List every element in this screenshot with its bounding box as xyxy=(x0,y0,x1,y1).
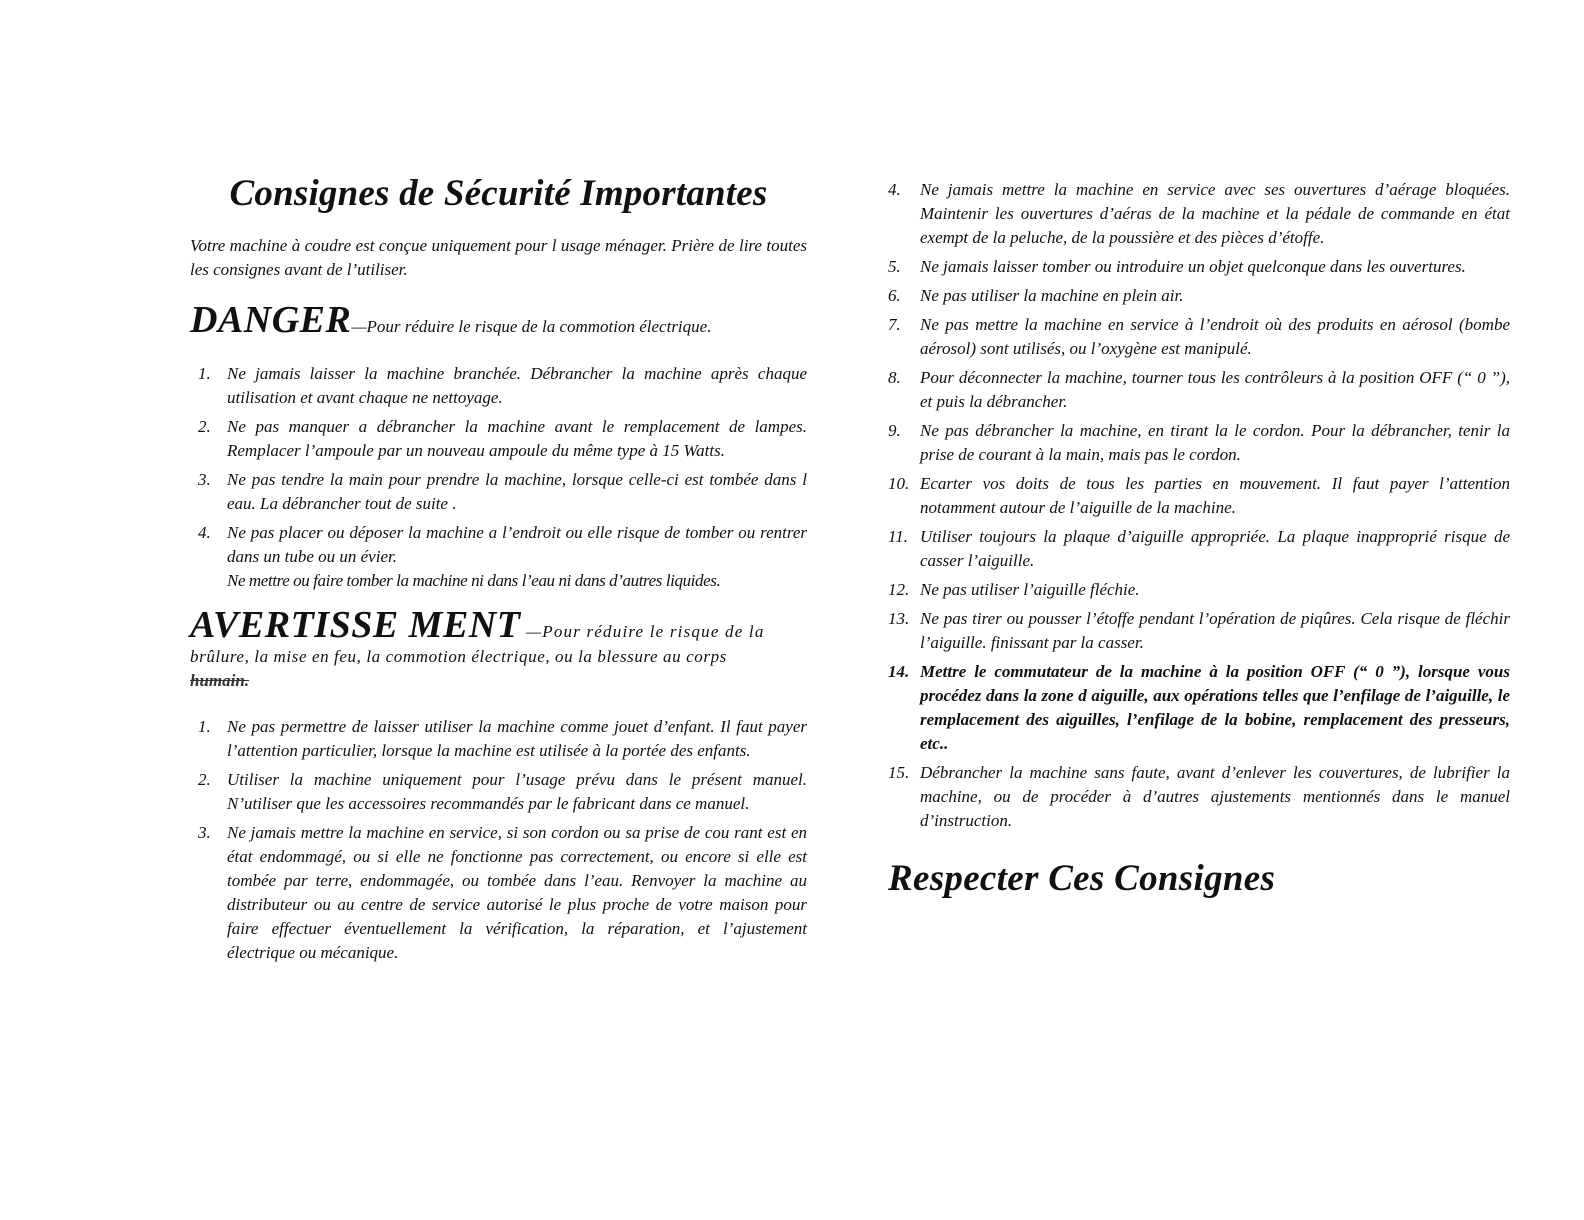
item-text: Ne pas utiliser la machine en plein air. xyxy=(920,286,1184,305)
item-number: 6. xyxy=(888,286,901,305)
avertissement-word: AVERTISSE MENT xyxy=(190,604,521,646)
list-item xyxy=(190,715,807,763)
avertissement-list xyxy=(190,715,807,965)
list-item xyxy=(888,607,1510,655)
item-number: 3. xyxy=(198,470,211,489)
list-item xyxy=(190,415,807,463)
item-number: 5. xyxy=(888,257,901,276)
list-item xyxy=(888,313,1510,361)
avertissement-last-word: humain. xyxy=(190,671,250,690)
list-item xyxy=(190,521,807,593)
item-text: Ne pas placer ou déposer la machine a l’endroit ou elle risque de tomber ou rentrer dans un tube ou un évier. xyxy=(227,523,807,566)
item-number: 12. xyxy=(888,580,910,599)
item-text: Ne pas tirer ou pousser l’étoffe pendant l’opération de piqûres. Cela risque de fléchir l’aiguille. finissant par la casser. xyxy=(920,609,1510,652)
item-number: 11. xyxy=(888,527,908,546)
list-item xyxy=(888,525,1510,573)
item-text: Ne jamais mettre la machine en service, si son cordon ou sa prise de cou rant est en état endommagé, ou si elle ne fonctionne pas correctement, ou encore si elle est tombée par terre, endommagée, ou tombée dans l’eau. Renvoyer la machine au distributeur ou au centre de service autorisé le plus proche de votre maison pour faire effectuer éventuellement la vérification, la réparation, et l’ajustement électrique ou mécanique. xyxy=(227,823,807,962)
item-text: Utiliser toujours la plaque d’aiguille appropriée. La plaque inapproprié risque de casser l’aiguille. xyxy=(920,527,1510,570)
list-item xyxy=(888,578,1510,602)
item-text: Utiliser la machine uniquement pour l’usage prévu dans le présent manuel. N’utiliser que les accessoires recommandés par le fabricant dans ce manuel. xyxy=(227,770,807,813)
item-text: Ne pas permettre de laisser utiliser la machine comme jouet d’enfant. Il faut payer l’attention particulier, lorsque la machine est utilisée à la portée des enfants. xyxy=(227,717,807,760)
list-item xyxy=(190,821,807,965)
danger-heading xyxy=(190,300,807,348)
right-column xyxy=(888,178,1510,903)
list-item xyxy=(190,362,807,410)
item-number: 9. xyxy=(888,421,901,440)
list-item xyxy=(888,660,1510,756)
item-text: Ne pas débrancher la machine, en tirant la le cordon. Pour la débrancher, tenir la prise de courant à la main, mais pas le cordon. xyxy=(920,421,1510,464)
left-column xyxy=(190,170,807,970)
item-number: 15. xyxy=(888,763,910,782)
item-text: Ne pas mettre la machine en service à l’endroit où des produits en aérosol (bombe aérosol) sont utilisés, ou l’oxygène est manipulé. xyxy=(920,315,1510,358)
item-text: Ne jamais laisser tomber ou introduire un objet quelconque dans les ouvertures. xyxy=(920,257,1466,276)
item-text: Ne pas manquer a débrancher la machine avant le remplacement de lampes. Remplacer l’ampoule par un nouveau ampoule du même type à 15 Watts. xyxy=(227,417,807,460)
item-number: 13. xyxy=(888,609,910,628)
list-item xyxy=(888,419,1510,467)
item-number: 7. xyxy=(888,315,901,334)
danger-subtitle: —Pour réduire le risque de la commotion électrique. xyxy=(351,317,712,336)
item-number: 3. xyxy=(198,823,211,842)
item-number: 10. xyxy=(888,474,910,493)
item-text: Ne jamais laisser la machine branchée. Débrancher la machine après chaque utilisation et avant chaque ne nettoyage. xyxy=(227,364,807,407)
list-item xyxy=(888,761,1510,833)
page-title: Consignes de Sécurité Importantes xyxy=(229,173,768,214)
avertissement-list-continued xyxy=(888,178,1510,833)
list-item xyxy=(888,284,1510,308)
item-extra-text: Ne mettre ou faire tomber la machine ni dans l’eau ni dans d’autres liquides. xyxy=(227,571,721,590)
item-text: Ne pas tendre la main pour prendre la machine, lorsque celle-ci est tombée dans l eau. La débrancher tout de suite . xyxy=(227,470,807,513)
avertissement-heading xyxy=(190,605,807,693)
item-number: 2. xyxy=(198,770,211,789)
danger-list xyxy=(190,362,807,593)
list-item xyxy=(888,472,1510,520)
list-item xyxy=(888,366,1510,414)
item-number: 1. xyxy=(198,717,211,736)
item-number: 1. xyxy=(198,364,211,383)
list-item xyxy=(190,468,807,516)
danger-word: DANGER xyxy=(190,299,352,341)
item-number: 4. xyxy=(888,180,901,199)
avertissement-subtitle: —Pour réduire le risque de la xyxy=(520,622,765,641)
item-number: 2. xyxy=(198,417,211,436)
closing-heading: Respecter Ces Consignes xyxy=(888,858,1276,899)
item-number: 8. xyxy=(888,368,901,387)
list-item xyxy=(888,255,1510,279)
item-text: Pour déconnecter la machine, tourner tous les contrôleurs à la position OFF (“ 0 ”), et puis la débrancher. xyxy=(920,368,1510,411)
item-text: Ne pas utiliser l’aiguille fléchie. xyxy=(920,580,1140,599)
item-number: 14. xyxy=(888,662,910,681)
list-item xyxy=(888,178,1510,250)
item-number: 4. xyxy=(198,523,211,542)
avertissement-continuation: brûlure, la mise en feu, la commotion électrique, ou la blessure au corps xyxy=(190,647,727,666)
item-text: Ne jamais mettre la machine en service avec ses ouvertures d’aérage bloquées. Maintenir les ouvertures d’aéras de la machine et la pédale de commande en état exempt de la peluche, de la poussière et des pièces d’étoffe. xyxy=(920,180,1510,247)
item-text: Débrancher la machine sans faute, avant d’enlever les couvertures, de lubrifier la machine, ou de procéder à d’autres ajustements mentionnés dans le manuel d’instruction. xyxy=(920,763,1510,830)
item-text: Mettre le commutateur de la machine à la position OFF (“ 0 ”), lorsque vous procédez dans la zone d aiguille, aux opérations telles que l’enfilage de l’aiguille, le remplacement des aiguilles, l’enfilage de la bobine, remplacement des presseurs, etc.. xyxy=(920,662,1510,753)
item-text: Ecarter vos doits de tous les parties en mouvement. Il faut payer l’attention notamment autour de l’aiguille de la machine. xyxy=(920,474,1510,517)
list-item xyxy=(190,768,807,816)
intro-paragraph: Votre machine à coudre est conçue uniquement pour l usage ménager. Prière de lire toutes les consignes avant de l’utiliser. xyxy=(190,236,807,279)
